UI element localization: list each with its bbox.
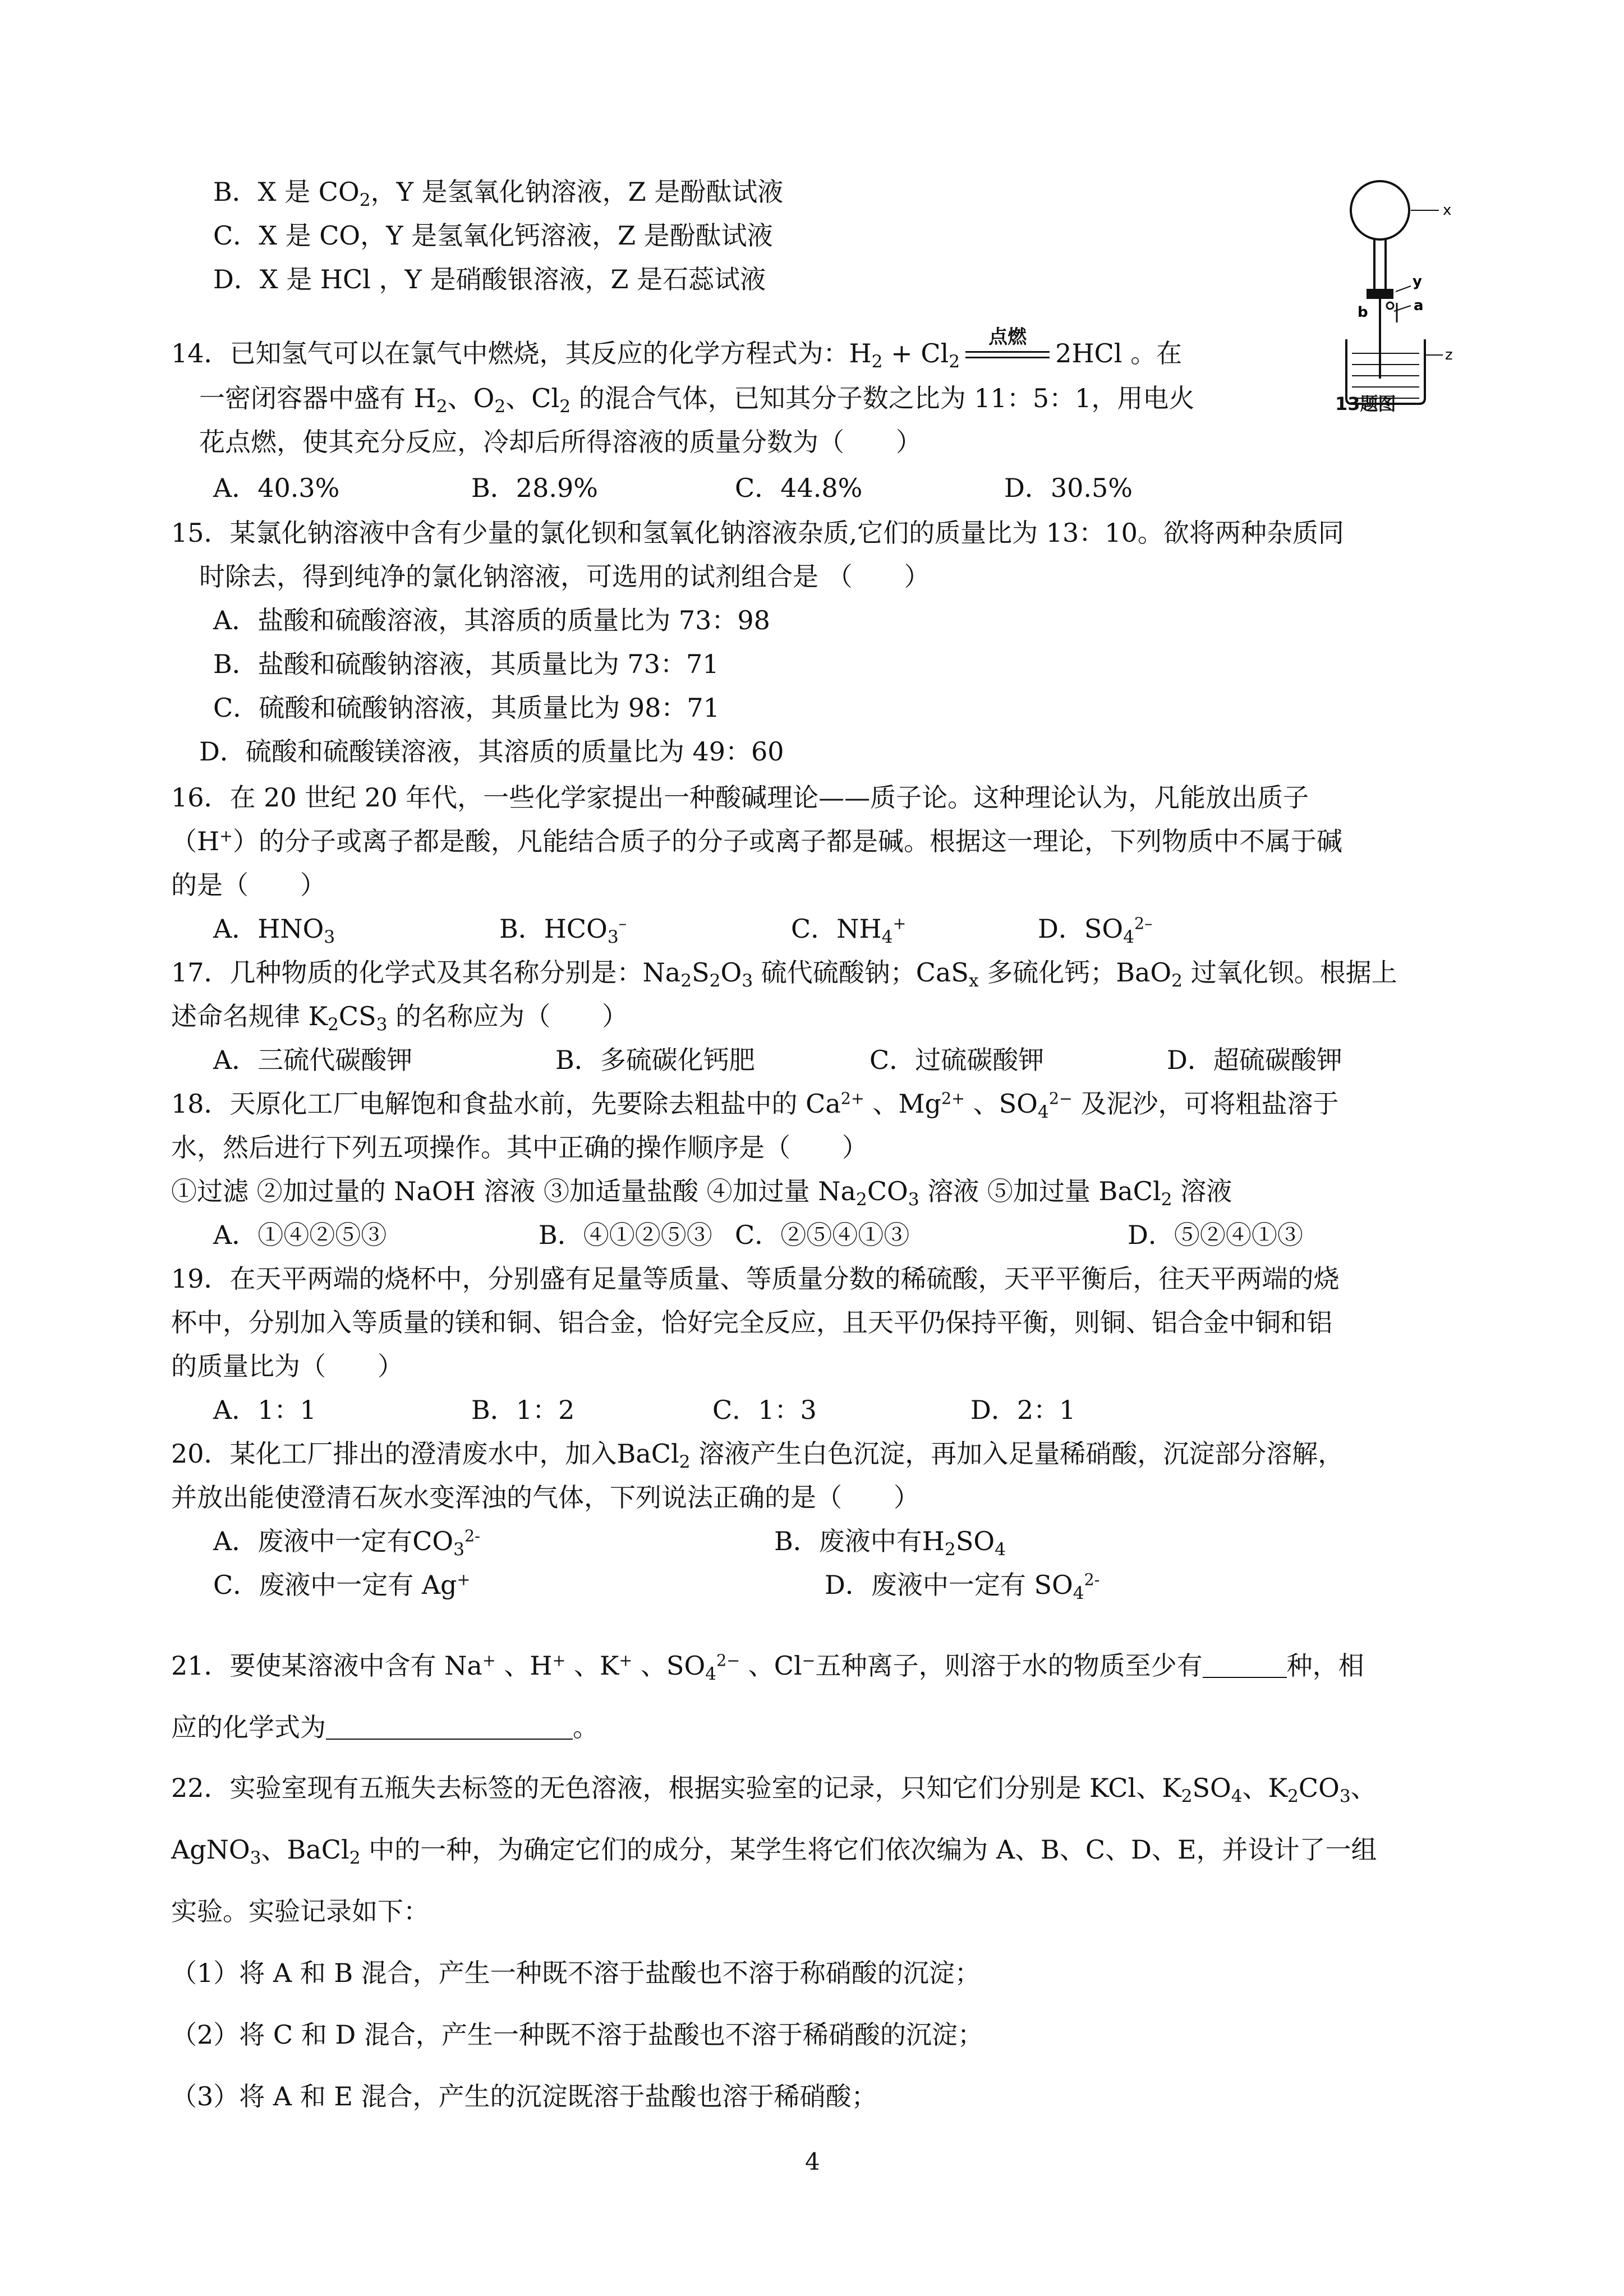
q19-line-2: 杯中，分别加入等质量的镁和铜、铝合金，恰好完全反应，且天平仍保持平衡，则铜、铝合金中铜和铝 bbox=[171, 1307, 1332, 1338]
q14-line-3: 花点燃，使其充分反应，冷却后所得溶液的质量分数为（ ） bbox=[199, 427, 922, 457]
q18-option-c: C．②⑤④①③ bbox=[735, 1220, 910, 1250]
q18-line-2: 水，然后进行下列五项操作。其中正确的操作顺序是（ ） bbox=[171, 1132, 868, 1163]
q16-line-3: 的是（ ） bbox=[171, 870, 326, 900]
q16-options bbox=[213, 912, 1152, 946]
q15-option-a: A．盐酸和硫酸溶液，其溶质的质量比为 73：98 bbox=[213, 605, 770, 635]
fig-label-a: a bbox=[1414, 297, 1424, 314]
figure-caption: 13题图 bbox=[1335, 393, 1396, 414]
q19-line-3: 的质量比为（ ） bbox=[171, 1351, 403, 1381]
q14-line-2: 一密闭容器中盛有 $H_2$、$O_2$、$Cl_2$ 的混合气体，已知其分子数之比为 11：5：1，用电火 bbox=[199, 383, 1195, 417]
q14-options bbox=[213, 471, 1133, 505]
q22-step-3: （3）将 A 和 E 混合，产生的沉淀既溶于盐酸也溶于稀硝酸； bbox=[171, 2081, 877, 2111]
q20-line-1: 20．某化工厂排出的澄清废水中，加入BaCl$_2$ 溶液产生白色沉淀，再加入足量稀硝酸，沉淀部分溶解， bbox=[171, 1439, 1344, 1472]
fig-label-x: x bbox=[1443, 202, 1452, 219]
q17-line-1: 17．几种物质的化学式及其名称分别是：$Na_2S_2O_3$ 硫代硫酸钠；CaS$_x$ 多硫化钙；BaO$_2$ 过氧化钡。根据上 bbox=[171, 957, 1397, 991]
q17-option-c: C．过硫碳酸钾 bbox=[869, 1045, 1045, 1075]
q18-option-b: B．④①②⑤③ bbox=[539, 1220, 712, 1250]
q22-line-3: 实验。实验记录如下： bbox=[171, 1896, 429, 1926]
q21-line-1: 21．要使某溶液中含有 Na+ 、H+ 、K+ 、$SO_4^{2-}$ 、Cl−五种离子，则溶于水的物质至少有 种，相 bbox=[171, 1650, 1364, 1684]
q16-option-c: C．$NH_4^+$ bbox=[791, 914, 907, 947]
q15-option-c: C．硫酸和硫酸钠溶液，其质量比为 98：71 bbox=[213, 693, 720, 723]
q17-option-d: D．超硫碳酸钾 bbox=[1167, 1045, 1342, 1075]
fig-label-y: y bbox=[1413, 273, 1422, 290]
q17-option-b: B．多硫碳化钙肥 bbox=[555, 1045, 755, 1075]
q13-option-c: C．X 是 CO，Y 是氢氧化钙溶液，Z 是酚酞试液 bbox=[213, 220, 773, 251]
q19-option-d: D．2：1 bbox=[970, 1395, 1076, 1425]
q20-options-row-2 bbox=[213, 1568, 1099, 1602]
q19-option-b: B．1：2 bbox=[471, 1395, 575, 1425]
q21-blank-count[interactable] bbox=[1203, 1653, 1287, 1678]
q14-option-d: D．30.5% bbox=[1004, 473, 1133, 503]
q20-options-row-1 bbox=[213, 1524, 1006, 1558]
q20-option-c: C．废液中一定有 Ag+ bbox=[213, 1570, 471, 1600]
q20-line-2: 并放出能使澄清石灰水变浑浊的气体，下列说法正确的是（ ） bbox=[171, 1482, 919, 1513]
q15-option-d: D．硫酸和硫酸镁溶液，其溶质的质量比为 49：60 bbox=[199, 736, 784, 767]
q13-option-d: D．X 是 HCl ，Y 是硝酸银溶液，Z 是石蕊试液 bbox=[213, 264, 766, 294]
q18-options bbox=[213, 1218, 1303, 1252]
q15-option-b: B．盐酸和硫酸钠溶液，其质量比为 73：71 bbox=[213, 649, 719, 679]
q18-option-a: A．①④②⑤③ bbox=[213, 1220, 387, 1250]
q15-line-2: 时除去，得到纯净的氯化钠溶液，可选用的试剂组合是 （ ） bbox=[199, 561, 930, 592]
q14-line-1: 14．已知氢气可以在氯气中燃烧，其反应的化学方程式为：$H_2 + Cl_2$ 点燃 2HCl 。在 bbox=[171, 326, 1183, 372]
reaction-arrow: 点燃 bbox=[965, 344, 1050, 367]
q16-line-2: （H+）的分子或离子都是酸，凡能结合质子的分子或离子都是碱。根据这一理论，下列物质中不属于碱 bbox=[171, 826, 1343, 856]
q18-line-1: 18．天原化工厂电解饱和食盐水前，先要除去粗盐中的 $Ca^{2+}$ 、$Mg^{2+}$ 、$SO_4^{2-}$ 及泥沙，可将粗盐溶于 bbox=[171, 1089, 1339, 1122]
page-number: 4 bbox=[805, 2148, 820, 2175]
q22-step-2: （2）将 C 和 D 混合，产生一种既不溶于盐酸也不溶于稀硝酸的沉淀； bbox=[171, 2020, 983, 2050]
q22-line-2: AgNO$_3$、BaCl$_2$ 中的一种，为确定它们的成分，某学生将它们依次编为 A、B、C、D、E，并设计了一组 bbox=[171, 1834, 1377, 1868]
q16-line-1: 16．在 20 世纪 20 年代，一些化学家提出一种酸碱理论——质子论。这种理论认为，凡能放出质子 bbox=[171, 782, 1309, 813]
q14-option-c: C．44.8% bbox=[735, 473, 863, 503]
q17-line-2: 述命名规律 $K_2CS_3$ 的名称应为（ ） bbox=[171, 1001, 628, 1035]
q21-line-2: 应的化学式为 。 bbox=[171, 1712, 599, 1742]
q17-options bbox=[213, 1043, 1342, 1077]
fig-label-b: b bbox=[1358, 304, 1368, 321]
q19-option-a: A．1：1 bbox=[213, 1395, 316, 1425]
q13-option-b: B．X 是 $CO_2$，Y 是氢氧化钠溶液，Z 是酚酞试液 bbox=[213, 177, 784, 210]
q16-option-b: B．$HCO_3^-$ bbox=[499, 914, 627, 947]
q21-blank-formula[interactable] bbox=[326, 1715, 573, 1740]
apparatus-figure bbox=[1296, 177, 1464, 423]
q19-line-1: 19．在天平两端的烧杯中，分别盛有足量等质量、等质量分数的稀硫酸，天平平衡后，往天平两端的烧 bbox=[171, 1264, 1340, 1294]
fig-label-z: z bbox=[1445, 347, 1453, 363]
q19-option-c: C．1：3 bbox=[712, 1395, 817, 1425]
q20-option-b: B．废液中有$H_2SO_4$ bbox=[774, 1526, 1006, 1560]
q18-option-d: D．⑤②④①③ bbox=[1128, 1220, 1303, 1250]
q16-option-d: D．$SO_4^{2-}$ bbox=[1038, 914, 1153, 947]
q22-step-1: （1）将 A 和 B 混合，产生一种既不溶于盐酸也不溶于称硝酸的沉淀； bbox=[171, 1958, 981, 1988]
q17-option-a: A．三硫代碳酸钾 bbox=[213, 1045, 413, 1075]
q22-line-1: 22．实验室现有五瓶失去标签的无色溶液，根据实验室的记录，只知它们分别是 KCl、$K_2SO_4$、$K_2CO_3$、 bbox=[171, 1773, 1377, 1806]
q15-line-1: 15．某氯化钠溶液中含有少量的氯化钡和氢氧化钠溶液杂质,它们的质量比为 13：10。欲将两种杂质同 bbox=[171, 518, 1344, 548]
q19-options bbox=[213, 1393, 1075, 1427]
q14-option-a: A．40.3% bbox=[213, 473, 340, 503]
q20-option-a: A．废液中一定有$CO_3^{2-}$ bbox=[213, 1526, 480, 1560]
q18-operations: ①过滤 ②加过量的 NaOH 溶液 ③加适量盐酸 ④加过量 $Na_2CO_3$ 溶液 ⑤加过量 BaCl$_2$ 溶液 bbox=[171, 1176, 1232, 1210]
q16-option-a: A．$HNO_3$ bbox=[213, 914, 335, 947]
q14-option-b: B．28.9% bbox=[471, 473, 598, 503]
q20-option-d: D．废液中一定有 $SO_4^{2-}$ bbox=[825, 1570, 1100, 1603]
